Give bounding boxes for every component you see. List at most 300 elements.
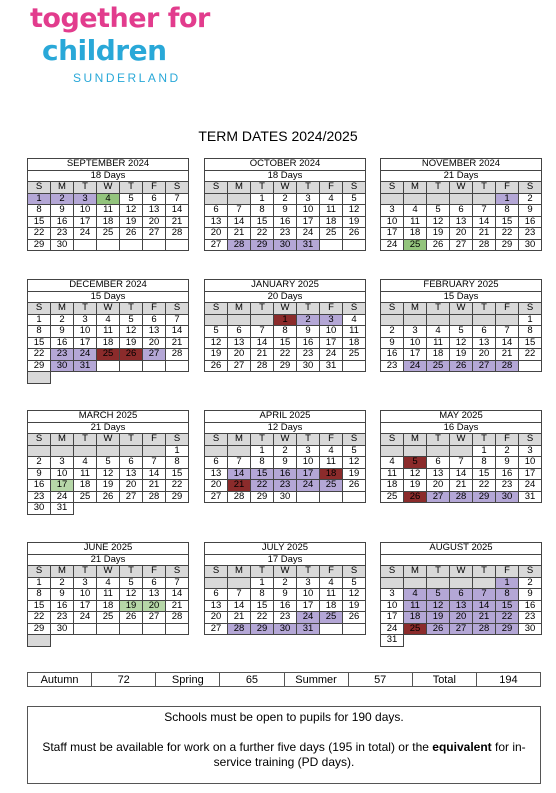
empty-day-cell <box>427 445 450 457</box>
week-row <box>381 468 542 480</box>
day-cell: 29 <box>28 239 51 251</box>
empty-day-cell <box>97 239 120 251</box>
month-name: JUNE 2025 <box>28 543 189 555</box>
week-row <box>381 326 542 338</box>
empty-day-cell <box>450 193 473 205</box>
day-cell: 25 <box>381 491 404 503</box>
day-cell: 16 <box>496 468 519 480</box>
weekday-label: T <box>297 182 320 194</box>
week-row <box>205 193 366 205</box>
month-name: NOVEMBER 2024 <box>381 159 542 171</box>
day-count-row <box>205 170 366 182</box>
day-cell: 5 <box>120 314 143 326</box>
empty-day-cell <box>74 623 97 635</box>
month-calendar <box>380 279 542 372</box>
day-cell: 7 <box>496 326 519 338</box>
weekday-label: T <box>74 182 97 194</box>
weekday-label: T <box>473 566 496 578</box>
day-cell: 23 <box>381 360 404 372</box>
day-cell: 14 <box>166 589 189 601</box>
day-cell: 7 <box>166 193 189 205</box>
day-cell: 13 <box>205 468 228 480</box>
day-cell: 20 <box>120 480 143 492</box>
day-cell: 3 <box>74 193 97 205</box>
weekday-label: F <box>320 182 343 194</box>
week-row <box>381 445 542 457</box>
day-cell: 27 <box>143 228 166 240</box>
day-count-row <box>28 291 189 303</box>
day-count-row <box>381 170 542 182</box>
empty-day-cell <box>120 623 143 635</box>
empty-day-cell <box>343 360 366 372</box>
day-cell: 1 <box>166 445 189 457</box>
day-cell: 27 <box>143 349 166 361</box>
weekday-label: S <box>166 303 189 315</box>
day-cell: 9 <box>274 457 297 469</box>
day-count-row <box>381 554 542 566</box>
day-cell: 17 <box>74 216 97 228</box>
totals-value-total: 194 <box>476 673 540 687</box>
totals-value-spring: 65 <box>220 673 284 687</box>
week-row <box>205 600 366 612</box>
day-cell: 16 <box>381 349 404 361</box>
day-cell: 19 <box>343 216 366 228</box>
day-cell: 1 <box>251 577 274 589</box>
weekday-label: T <box>74 566 97 578</box>
weekday-label: S <box>28 434 51 446</box>
day-cell: 4 <box>320 445 343 457</box>
day-cell: 5 <box>120 577 143 589</box>
empty-day-cell <box>496 635 519 647</box>
month-header-row <box>205 543 366 555</box>
day-cell: 12 <box>343 457 366 469</box>
totals-row <box>28 673 541 687</box>
empty-day-cell <box>404 635 427 647</box>
day-cell: 30 <box>28 503 51 515</box>
week-row <box>381 228 542 240</box>
day-cell: 8 <box>28 326 51 338</box>
weekday-label: T <box>427 303 450 315</box>
day-cell: 23 <box>297 349 320 361</box>
day-cell: 2 <box>381 326 404 338</box>
day-cell: 19 <box>120 337 143 349</box>
logo-line-1: together for <box>30 3 210 34</box>
week-row <box>205 468 366 480</box>
empty-day-cell <box>404 193 427 205</box>
week-row <box>28 600 189 612</box>
day-cell: 6 <box>228 326 251 338</box>
day-cell: 2 <box>519 577 542 589</box>
week-row <box>28 216 189 228</box>
week-row <box>381 193 542 205</box>
day-cell: 3 <box>297 577 320 589</box>
weekday-label: M <box>228 566 251 578</box>
day-cell: 5 <box>343 445 366 457</box>
day-cell: 29 <box>496 239 519 251</box>
day-cell: 16 <box>274 600 297 612</box>
day-cell: 14 <box>143 468 166 480</box>
totals-value-autumn: 72 <box>92 673 156 687</box>
day-cell: 3 <box>74 577 97 589</box>
weekday-label: W <box>97 566 120 578</box>
week-row <box>381 612 542 624</box>
week-row <box>28 503 189 515</box>
day-cell: 9 <box>496 457 519 469</box>
day-cell: 26 <box>120 612 143 624</box>
day-cell: 11 <box>343 326 366 338</box>
week-row <box>28 635 189 647</box>
day-cell: 31 <box>74 360 97 372</box>
empty-day-cell <box>28 445 51 457</box>
week-row <box>205 326 366 338</box>
day-cell: 2 <box>274 193 297 205</box>
day-cell: 10 <box>297 205 320 217</box>
day-cell: 3 <box>320 314 343 326</box>
month-day-count: 18 Days <box>205 170 366 182</box>
day-cell: 28 <box>228 491 251 503</box>
day-cell: 22 <box>519 349 542 361</box>
day-cell: 13 <box>143 326 166 338</box>
day-cell: 15 <box>496 216 519 228</box>
weekday-label: M <box>51 434 74 446</box>
empty-day-cell <box>28 372 51 384</box>
day-cell: 26 <box>427 239 450 251</box>
day-cell: 8 <box>28 589 51 601</box>
weekday-label: S <box>519 182 542 194</box>
day-cell: 10 <box>74 589 97 601</box>
day-cell: 23 <box>274 228 297 240</box>
weekday-label: S <box>343 434 366 446</box>
empty-day-cell <box>496 314 519 326</box>
day-cell: 6 <box>143 193 166 205</box>
month-name: JULY 2025 <box>205 543 366 555</box>
day-cell: 19 <box>343 600 366 612</box>
week-row <box>381 623 542 635</box>
day-cell: 17 <box>381 612 404 624</box>
week-row <box>28 623 189 635</box>
empty-day-cell <box>51 445 74 457</box>
day-cell: 15 <box>28 216 51 228</box>
day-cell: 19 <box>120 216 143 228</box>
empty-day-cell <box>97 372 120 384</box>
day-cell: 27 <box>228 360 251 372</box>
day-cell: 27 <box>120 491 143 503</box>
day-cell: 15 <box>251 216 274 228</box>
day-cell: 20 <box>427 480 450 492</box>
week-row <box>28 228 189 240</box>
weekday-header-row <box>28 434 189 446</box>
day-cell: 17 <box>74 337 97 349</box>
notes-box <box>27 706 541 784</box>
day-cell: 24 <box>320 349 343 361</box>
week-row <box>28 326 189 338</box>
day-count-row <box>28 170 189 182</box>
day-cell: 29 <box>274 360 297 372</box>
weekday-label: W <box>274 566 297 578</box>
day-cell: 10 <box>297 457 320 469</box>
day-cell: 28 <box>143 491 166 503</box>
month-header-row <box>28 280 189 292</box>
day-cell: 25 <box>97 349 120 361</box>
month-day-count: 15 Days <box>28 291 189 303</box>
weekday-label: F <box>496 434 519 446</box>
day-cell: 10 <box>74 326 97 338</box>
day-cell: 29 <box>28 623 51 635</box>
day-cell: 11 <box>74 468 97 480</box>
day-cell: 24 <box>519 480 542 492</box>
weekday-header-row <box>381 182 542 194</box>
day-count-row <box>381 291 542 303</box>
weekday-label: M <box>228 434 251 446</box>
day-cell: 5 <box>120 193 143 205</box>
day-cell: 28 <box>228 239 251 251</box>
empty-day-cell <box>228 314 251 326</box>
week-row <box>28 445 189 457</box>
day-cell: 4 <box>97 314 120 326</box>
day-cell: 28 <box>251 360 274 372</box>
empty-day-cell <box>297 491 320 503</box>
month-name: DECEMBER 2024 <box>28 280 189 292</box>
day-cell: 17 <box>74 600 97 612</box>
totals-label-summer: Summer <box>284 673 348 687</box>
day-cell: 17 <box>381 228 404 240</box>
day-cell: 13 <box>205 600 228 612</box>
day-cell: 26 <box>343 228 366 240</box>
day-cell: 17 <box>297 216 320 228</box>
empty-day-cell <box>427 577 450 589</box>
weekday-label: S <box>205 566 228 578</box>
day-cell: 10 <box>297 589 320 601</box>
day-cell: 5 <box>205 326 228 338</box>
weekday-label: T <box>297 303 320 315</box>
weekday-label: T <box>473 303 496 315</box>
day-cell: 25 <box>320 228 343 240</box>
day-cell: 3 <box>381 205 404 217</box>
weekday-label: S <box>519 434 542 446</box>
day-cell: 21 <box>166 337 189 349</box>
day-cell: 25 <box>404 239 427 251</box>
day-cell: 27 <box>450 623 473 635</box>
empty-day-cell <box>343 491 366 503</box>
day-cell: 22 <box>166 480 189 492</box>
weekday-label: M <box>404 566 427 578</box>
day-count-row <box>28 554 189 566</box>
day-cell: 24 <box>404 360 427 372</box>
day-cell: 23 <box>274 612 297 624</box>
weekday-header-row <box>381 434 542 446</box>
empty-day-cell <box>166 239 189 251</box>
empty-day-cell <box>404 445 427 457</box>
week-row <box>381 314 542 326</box>
month-header-row <box>205 159 366 171</box>
weekday-label: S <box>381 303 404 315</box>
day-cell: 2 <box>297 314 320 326</box>
week-row <box>205 612 366 624</box>
weekday-header-row <box>381 303 542 315</box>
month-calendar <box>27 158 189 251</box>
month-calendar <box>380 542 542 647</box>
month-name: APRIL 2025 <box>205 411 366 423</box>
month-name: SEPTEMBER 2024 <box>28 159 189 171</box>
day-cell: 7 <box>166 577 189 589</box>
weekday-label: W <box>274 434 297 446</box>
day-cell: 28 <box>166 349 189 361</box>
empty-day-cell <box>473 635 496 647</box>
day-cell: 8 <box>473 457 496 469</box>
empty-day-cell <box>404 314 427 326</box>
empty-day-cell <box>74 503 97 515</box>
day-cell: 12 <box>450 337 473 349</box>
empty-day-cell <box>450 577 473 589</box>
day-cell: 14 <box>473 216 496 228</box>
month-day-count: 15 Days <box>381 291 542 303</box>
day-cell: 7 <box>473 205 496 217</box>
day-cell: 5 <box>427 205 450 217</box>
day-cell: 4 <box>381 457 404 469</box>
month-day-count: 21 Days <box>28 422 189 434</box>
empty-day-cell <box>450 635 473 647</box>
day-count-row <box>205 291 366 303</box>
week-row <box>28 239 189 251</box>
day-cell: 9 <box>51 589 74 601</box>
weekday-label: F <box>320 303 343 315</box>
empty-day-cell <box>120 635 143 647</box>
weekday-header-row <box>205 434 366 446</box>
weekday-label: W <box>450 303 473 315</box>
day-cell: 22 <box>496 612 519 624</box>
month-header-row <box>205 280 366 292</box>
day-cell: 30 <box>297 360 320 372</box>
weekday-label: T <box>120 182 143 194</box>
day-cell: 9 <box>519 205 542 217</box>
logo <box>30 4 230 84</box>
day-cell: 26 <box>120 228 143 240</box>
weekday-label: S <box>205 303 228 315</box>
day-cell: 19 <box>343 468 366 480</box>
day-cell: 16 <box>51 337 74 349</box>
day-cell: 15 <box>496 600 519 612</box>
weekday-label: S <box>205 434 228 446</box>
day-cell: 27 <box>205 239 228 251</box>
empty-day-cell <box>143 503 166 515</box>
month-header-row <box>381 280 542 292</box>
month-name: MAY 2025 <box>381 411 542 423</box>
totals-label-spring: Spring <box>156 673 220 687</box>
day-cell: 1 <box>28 193 51 205</box>
day-cell: 21 <box>473 228 496 240</box>
day-cell: 19 <box>427 228 450 240</box>
weekday-label: T <box>120 566 143 578</box>
day-cell: 16 <box>274 216 297 228</box>
day-cell: 6 <box>143 314 166 326</box>
day-cell: 15 <box>251 600 274 612</box>
weekday-label: T <box>427 434 450 446</box>
weekday-label: W <box>450 566 473 578</box>
week-row <box>205 360 366 372</box>
week-row <box>28 314 189 326</box>
month-header-row <box>205 411 366 423</box>
day-cell: 30 <box>274 491 297 503</box>
empty-day-cell <box>97 623 120 635</box>
week-row <box>28 337 189 349</box>
day-cell: 4 <box>320 577 343 589</box>
weekday-label: F <box>143 303 166 315</box>
week-row <box>381 239 542 251</box>
week-row <box>205 457 366 469</box>
day-cell: 29 <box>251 239 274 251</box>
note-line-2-bold: equivalent <box>432 740 492 754</box>
day-cell: 9 <box>274 205 297 217</box>
day-cell: 25 <box>97 612 120 624</box>
weekday-label: W <box>97 434 120 446</box>
day-cell: 17 <box>519 468 542 480</box>
day-cell: 21 <box>496 349 519 361</box>
empty-day-cell <box>143 372 166 384</box>
day-cell: 27 <box>205 491 228 503</box>
weekday-label: W <box>450 182 473 194</box>
day-cell: 27 <box>427 491 450 503</box>
day-cell: 31 <box>519 491 542 503</box>
day-cell: 17 <box>51 480 74 492</box>
weekday-header-row <box>205 303 366 315</box>
day-cell: 10 <box>51 468 74 480</box>
day-cell: 21 <box>166 216 189 228</box>
day-cell: 30 <box>274 239 297 251</box>
day-cell: 12 <box>427 216 450 228</box>
totals-label-total: Total <box>412 673 476 687</box>
week-row <box>205 577 366 589</box>
weekday-label: F <box>320 434 343 446</box>
day-cell: 19 <box>450 349 473 361</box>
weekday-label: W <box>97 303 120 315</box>
day-cell: 23 <box>51 612 74 624</box>
day-cell: 30 <box>274 623 297 635</box>
day-cell: 14 <box>228 600 251 612</box>
day-cell: 23 <box>274 480 297 492</box>
day-cell: 31 <box>297 623 320 635</box>
weekday-label: S <box>205 182 228 194</box>
week-row <box>205 349 366 361</box>
day-cell: 10 <box>381 216 404 228</box>
weekday-label: F <box>496 566 519 578</box>
week-row <box>381 205 542 217</box>
day-cell: 13 <box>205 216 228 228</box>
day-cell: 9 <box>274 589 297 601</box>
day-cell: 16 <box>519 600 542 612</box>
empty-day-cell <box>166 372 189 384</box>
day-cell: 29 <box>496 623 519 635</box>
day-cell: 5 <box>97 457 120 469</box>
day-cell: 22 <box>28 349 51 361</box>
day-cell: 16 <box>28 480 51 492</box>
week-row <box>205 491 366 503</box>
week-row <box>205 216 366 228</box>
logo-line-2: children <box>42 34 167 67</box>
day-cell: 21 <box>228 228 251 240</box>
weekday-label: T <box>120 434 143 446</box>
empty-day-cell <box>74 372 97 384</box>
month-name: JANUARY 2025 <box>205 280 366 292</box>
week-row <box>381 457 542 469</box>
week-row <box>381 600 542 612</box>
day-cell: 26 <box>450 360 473 372</box>
day-cell: 6 <box>205 205 228 217</box>
week-row <box>381 635 542 647</box>
empty-day-cell <box>473 314 496 326</box>
day-cell: 23 <box>496 480 519 492</box>
day-cell: 24 <box>297 228 320 240</box>
day-cell: 18 <box>381 480 404 492</box>
